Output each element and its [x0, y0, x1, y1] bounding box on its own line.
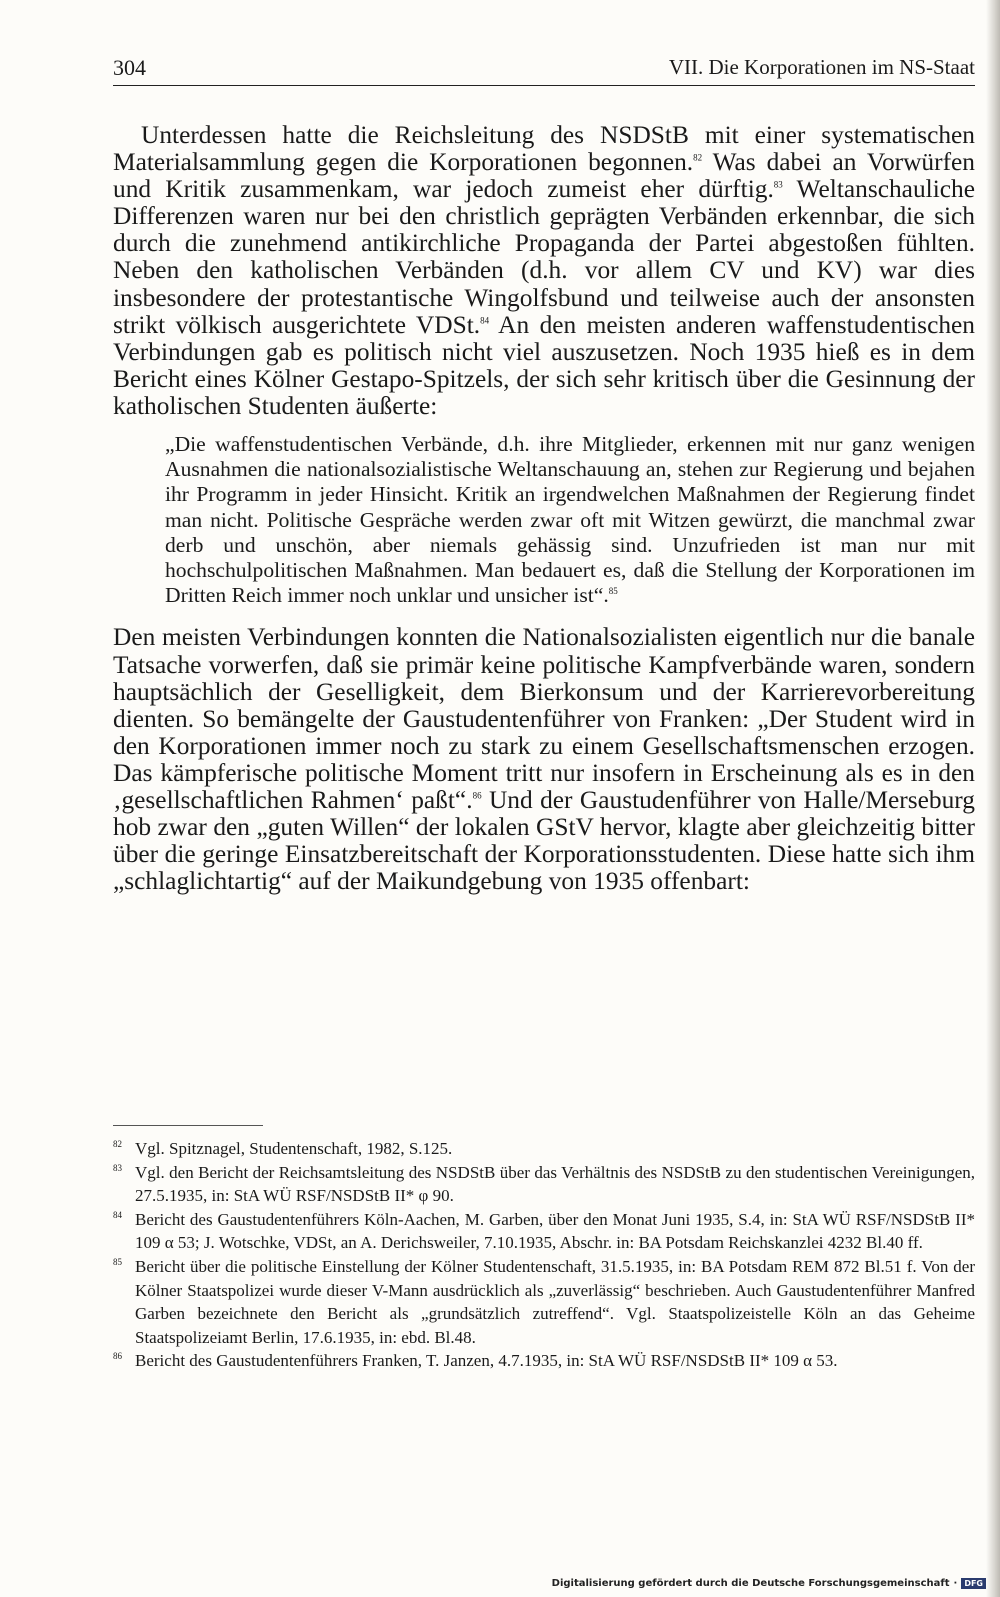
- credit-text: Digitalisierung gefördert durch die Deutsche Forschungsgemeinschaft: [551, 1578, 950, 1589]
- main-text: [113, 122, 975, 895]
- scan-edge: [986, 0, 1000, 1597]
- footnote-ref-84[interactable]: 84: [480, 315, 490, 326]
- footnote-separator: [113, 1125, 263, 1126]
- footnote-85: 85 Bericht über die politische Einstellung der Kölner Studentenschaft, 31.5.1935, in: BA Potsdam REM 872 Bl.51 f. Von der Kölner Staatspolizei wurde dieser V-Mann ausdrücklich als „zuverlässig“ beschrieben. Auch Gaustudentenführer Manfred Garben bezeichnete den Bericht als „grundsätzlich zutreffend“. Vgl. Staatspolizeistelle Köln an das Geheime Staatspolizeiamt Berlin, 17.6.1935, in: ebd. Bl.48.: [113, 1256, 975, 1347]
- dfg-logo-icon: DFG: [961, 1578, 986, 1589]
- footnote-86: 86 Bericht des Gaustudentenführers Franken, T. Janzen, 4.7.1935, in: StA WÜ RSF/NSDStB II* 109 α 53.: [113, 1351, 838, 1371]
- footnote-82: 82 Vgl. Spitznagel, Studentenschaft, 1982, S.125.: [113, 1139, 453, 1158]
- page-number: 304: [113, 55, 146, 80]
- block-quote: „Die waffenstudentischen Verbände, d.h. ihre Mitglieder, erkennen mit nur ganz wenigen Ausnahmen die nationalsozialistische Weltanschauung an, stehen zur Regierung und bejahen ihr Programm in jeder Hinsicht. Kritik an irgendwelchen Maßnahmen der Regierung findet man nicht. Politische Gespräche werden zwar oft mit Witzen gewürzt, die manchmal zwar derb und unschön, aber niemals gehässig sind. Unzufrieden ist man nur mit hochschulpolitischen Maßnahmen. Man bedauert es, daß die Stellung der Korporationen im Dritten Reich immer noch unklar und unsicher ist“.$^{85}$: [165, 432, 975, 608]
- paragraph-1: Unterdessen hatte die Reichsleitung des NSDStB mit einer systematischen Materialsammlung gegen die Korporationen begonnen.$^{82}$ Was dabei an Vorwürfen und Kritik zusammenkam, war jedoch zumeist eher dürftig.$^{83}$ Weltanschauliche Differenzen waren nur bei den christlich geprägten Verbänden erkennbar, die sich durch die zunehmend antikirchliche Propaganda der Partei abgestoßen fühlten. Neben den katholischen Verbänden (d.h. vor allem CV und KV) war dies insbesondere der protestantische Wingolfsbund und teilweise auch der ansonsten strikt völkisch ausgerichtete VDSt.$^{84}$ An den meisten anderen waffenstudentischen Verbindungen gab es politisch nicht viel auszusetzen. Noch 1935 hieß es in dem Bericht eines Kölner Gestapo-Spitzels, der sich sehr kritisch über die Gesinnung der katholischen Studenten äußerte:: [113, 121, 975, 420]
- digitization-credit: Digitalisierung gefördert durch die Deutsche Forschungsgemeinschaft · DFG: [552, 1578, 986, 1589]
- page-header: [113, 55, 975, 86]
- paragraph-2: Den meisten Verbindungen konnten die Nationalsozialisten eigentlich nur die banale Tatsache vorwerfen, daß sie primär keine politische Kampfverbände waren, sondern hauptsächlich der Geselligkeit, dem Bierkonsum und der Karrierevorbereitung dienten. So bemängelte der Gaustudentenführer von Franken: „Der Student wird in den Korporationen immer noch zu stark zu einem Gesellschaftsmenschen erzogen. Das kämpferische politische Moment tritt nur insofern in Erscheinung als es in den ‚gesellschaftlichen Rahmen‘ paßt“.$^{86}$ Und der Gaustudenführer von Halle/Merseburg hob zwar den „guten Willen“ der lokalen GStV hervor, klagte aber gleichzeitig bitter über die geringe Einsatzbereitschaft der Korporationsstudenten. Diese hatte sich ihm „schlaglichtartig“ auf der Maikundgebung von 1935 offenbart:: [113, 623, 975, 896]
- footnote-ref-86[interactable]: 86: [472, 790, 482, 801]
- footnote-ref-82[interactable]: 82: [693, 152, 703, 163]
- footnote-83: 83 Vgl. den Bericht der Reichsamtsleitung des NSDStB über das Verhältnis des NSDStB zu den studentischen Vereinigungen, 27.5.1935, in: StA WÜ RSF/NSDStB II* φ 90.: [113, 1162, 975, 1206]
- document-page: [113, 0, 975, 1597]
- running-head: VII. Die Korporationen im NS-Staat: [668, 55, 975, 79]
- footnotes: [113, 1137, 975, 1373]
- footnote-84: 84 Bericht des Gaustudentenführers Köln-Aachen, M. Garben, über den Monat Juni 1935, S.4, in: StA WÜ RSF/NSDStB II* 109 α 53; J. Wotschke, VDSt, an A. Derichsweiler, 7.10.1935, Abschr. in: BA Potsdam Reichskanzlei 4232 Bl.40 ff.: [113, 1209, 975, 1253]
- footnote-ref-83[interactable]: 83: [773, 179, 783, 190]
- footnote-ref-85[interactable]: 85: [608, 586, 618, 597]
